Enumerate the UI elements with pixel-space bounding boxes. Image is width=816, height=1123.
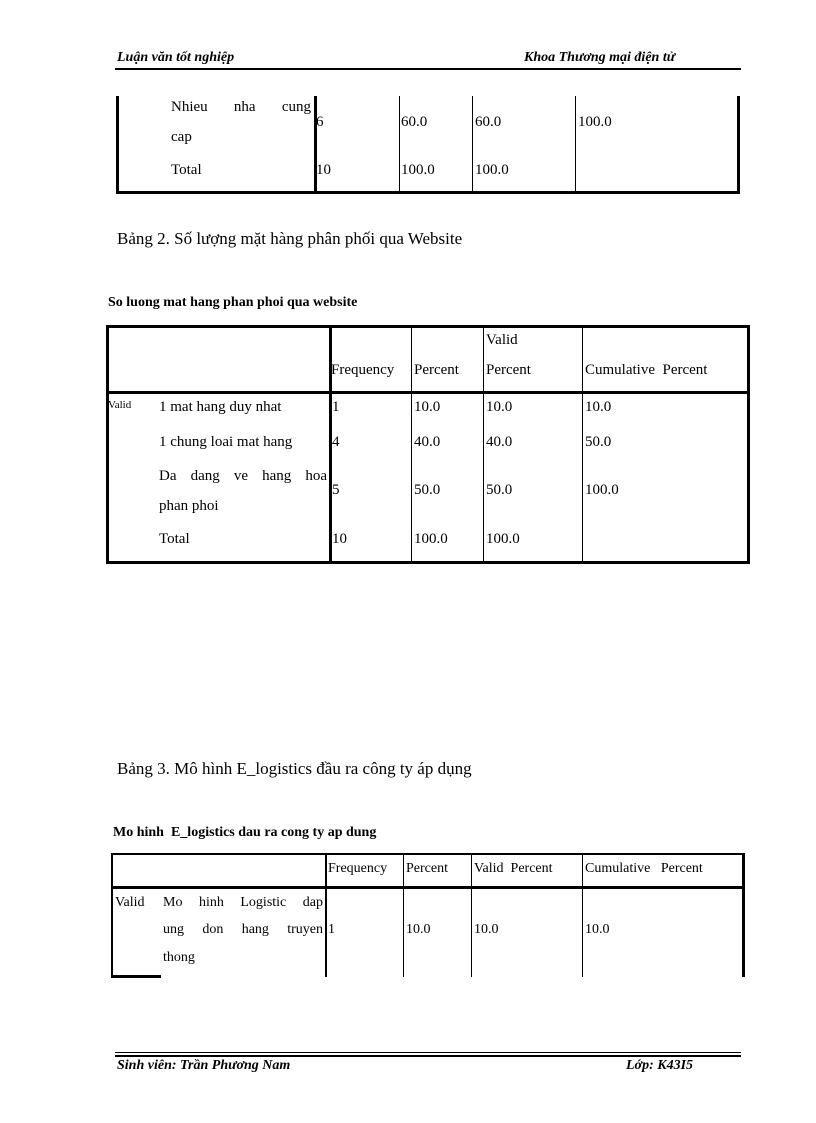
table1-cell: 60.0	[475, 114, 502, 130]
table3-cell: 1	[328, 922, 335, 937]
table3-caption: Bảng 3. Mô hình E_logistics đầu ra công ty áp dụng	[117, 759, 472, 778]
table3-header-percent: Percent	[406, 861, 448, 876]
table1-cell: 100.0	[578, 114, 612, 130]
table3-cell: 10.0	[406, 922, 431, 937]
table2-cell: 40.0	[486, 434, 513, 450]
table3-cell: 10.0	[585, 922, 610, 937]
table3-border-left	[111, 853, 113, 977]
table2-header-cumulative: Cumulative Percent	[585, 362, 708, 378]
table2-cell: 10	[332, 531, 347, 547]
table3-row-label-cont: ung don hang truyen	[163, 922, 324, 937]
table3-col-line	[582, 853, 583, 977]
table2-cell: 4	[332, 434, 340, 450]
table3-group-label: Valid	[115, 895, 145, 910]
table1-row-label: Nhieu nha cung	[171, 99, 312, 115]
table2-cell: 1	[332, 399, 340, 415]
table2-row-label: 1 mat hang duy nhat	[159, 399, 282, 415]
table2-cell: 5	[332, 482, 340, 498]
table2-header-frequency: Frequency	[331, 362, 395, 378]
table3-border-right	[742, 853, 745, 977]
table2-cell: 100.0	[414, 531, 448, 547]
table2-total-label: Total	[159, 531, 190, 547]
table2-header-valid-percent: Percent	[486, 362, 531, 378]
footer-rule	[115, 1055, 741, 1057]
table3-row-label: Mo hinh Logistic dap	[163, 895, 323, 910]
table2-cell: 40.0	[414, 434, 441, 450]
table2-cell: 100.0	[486, 531, 520, 547]
table2-cell: 50.0	[585, 434, 612, 450]
table1-total-label: Total	[171, 162, 202, 178]
table1-cell: 100.0	[475, 162, 509, 178]
footer-right: Lớp: K43I5	[626, 1058, 694, 1073]
table2-group-label: Valid	[108, 399, 132, 411]
table2-header-valid: Valid	[486, 332, 518, 348]
table3-col-line	[403, 853, 404, 977]
table2-header-percent: Percent	[414, 362, 459, 378]
table2-title: So luong mat hang phan phoi qua website	[108, 295, 358, 310]
table2-cell: 10.0	[585, 399, 612, 415]
table3-header-frequency: Frequency	[328, 861, 388, 876]
header-right: Khoa Thương mại điện tử	[524, 50, 676, 65]
table2-row-label: Da dang ve hang hoa	[159, 468, 327, 484]
table3-header-cumulative: Cumulative Percent	[585, 861, 703, 876]
table3-cell: 10.0	[474, 922, 499, 937]
table2-cell: 10.0	[414, 399, 441, 415]
table2-row-label: 1 chung loai mat hang	[159, 434, 293, 450]
table3-row-label-cont: thong	[163, 950, 195, 965]
table3-header-valid-percent: Valid Percent	[474, 861, 553, 876]
table2-cell: 50.0	[414, 482, 441, 498]
header-left: Luận văn tốt nghiệp	[117, 50, 235, 65]
table1-cell: 100.0	[401, 162, 435, 178]
table2-row-label-cont: phan phoi	[159, 498, 219, 514]
table3-title: Mo hinh E_logistics dau ra cong ty ap dung	[113, 825, 377, 840]
table3-divider	[325, 853, 327, 977]
footer-rule-top	[115, 1052, 741, 1053]
table3-col-line	[471, 853, 472, 977]
table2-cell: 100.0	[585, 482, 619, 498]
table2-caption: Bảng 2. Số lượng mặt hàng phân phối qua Website	[117, 229, 463, 248]
table2-cell: 10.0	[486, 399, 513, 415]
table1-row-label-cont: cap	[171, 129, 192, 145]
footer-left: Sinh viên: Trần Phương Nam	[117, 1058, 291, 1073]
table3-bottom-corner	[111, 975, 161, 978]
table1-cell: 10	[316, 162, 331, 178]
table2-cell: 50.0	[486, 482, 513, 498]
table1-cell: 60.0	[401, 114, 428, 130]
table1-cell: 6	[316, 114, 324, 130]
